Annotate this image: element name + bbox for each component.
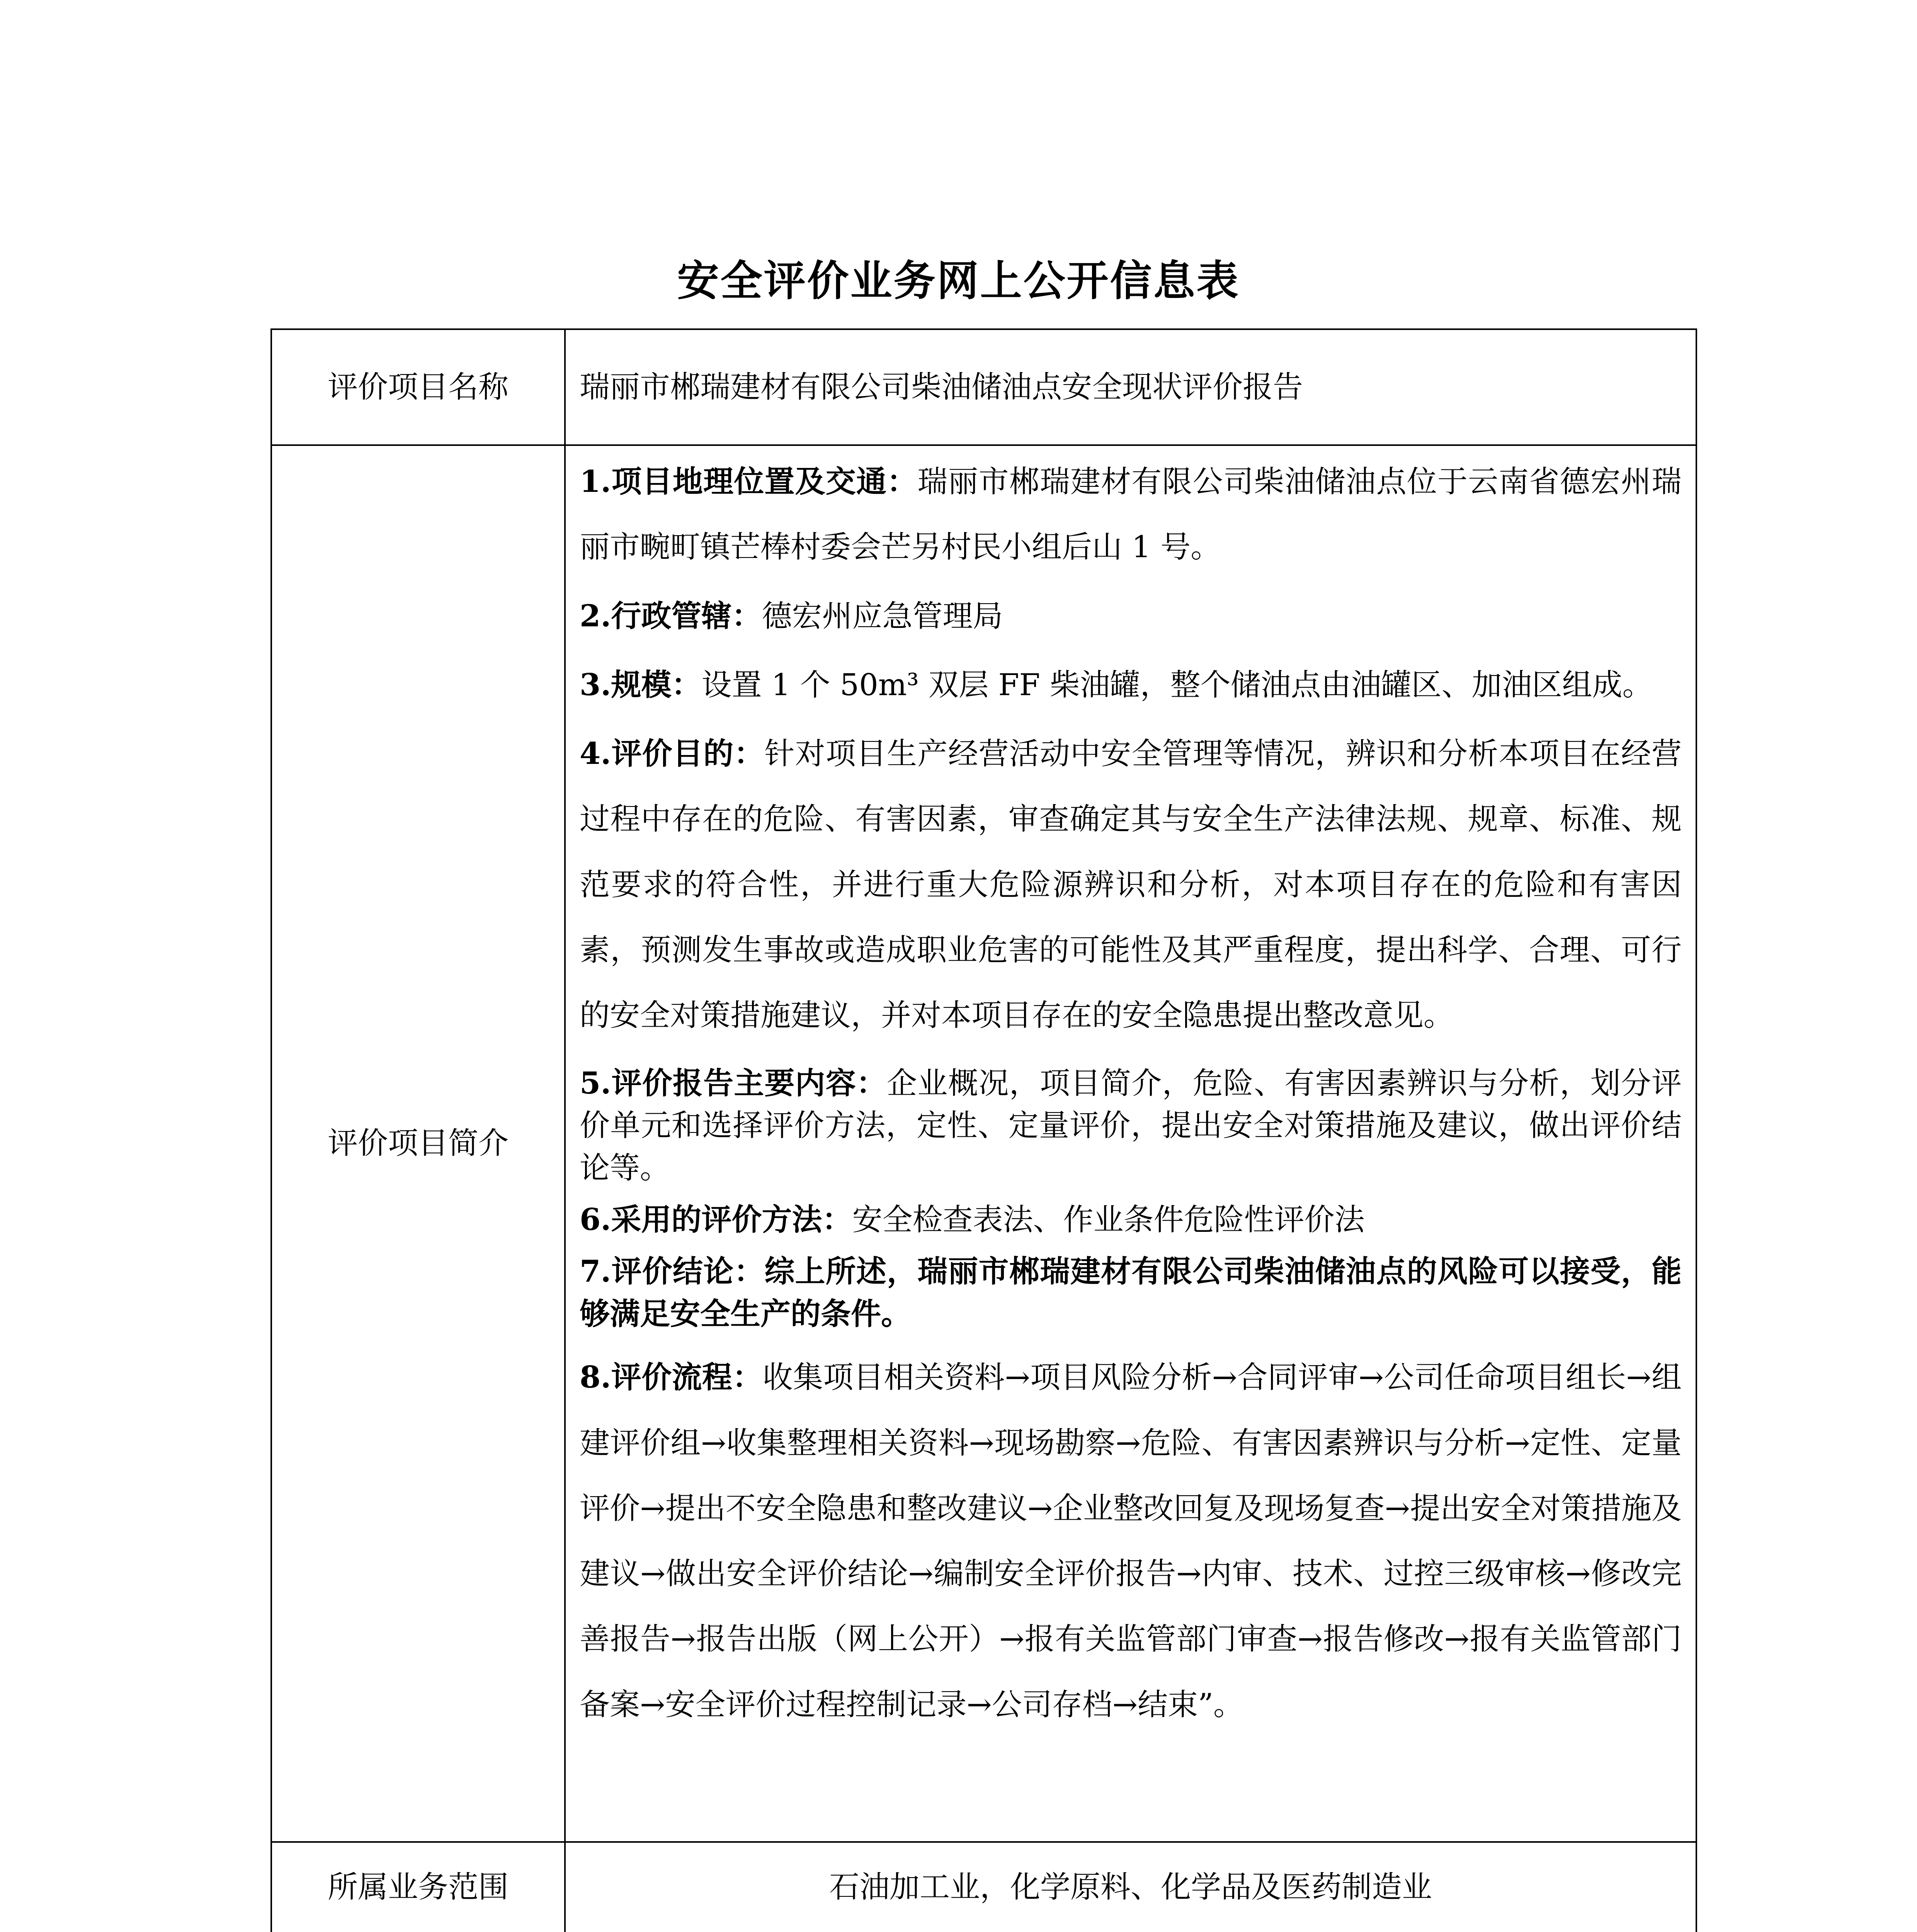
intro-label: 评价项目简介	[271, 445, 565, 1842]
intro-item-3-text: 设置 1 个 50m³ 双层 FF 柴油罐，整个储油点由油罐区、加油区组成。	[701, 667, 1653, 702]
intro-item-1	[580, 449, 1682, 580]
scope-value: 石油加工业，化学原料、化学品及医药制造业	[565, 1842, 1696, 1932]
intro-content	[565, 445, 1696, 1842]
intro-item-2	[580, 583, 1682, 649]
intro-item-2-label: 2.行政管辖：	[580, 598, 762, 634]
info-table	[270, 328, 1697, 1932]
intro-item-8	[580, 1345, 1682, 1738]
intro-item-2-text: 德宏州应急管理局	[762, 599, 1003, 634]
intro-item-1-label: 1.项目地理位置及交通：	[580, 464, 918, 499]
project-name-value: 瑞丽市郴瑞建材有限公司柴油储油点安全现状评价报告	[565, 329, 1696, 445]
intro-item-8-text: 收集项目相关资料→项目风险分析→合同评审→公司任命项目组长→组建评价组→收集整理相关资料→现场勘察→危险、有害因素辨识与分析→定性、定量评价→提出不安全隐患和整改建议→企业整改回复及现场复查→提出安全对策措施及建议→做出安全评价结论→编制安全评价报告→内审、技术、过控三级审核→修改完善报告→报告出版（网上公开）→报有关监管部门审查→报告修改→报有关监管部门备案→安全评价过程控制记录→公司存档→结束”。	[580, 1360, 1682, 1722]
row-project-name	[271, 329, 1696, 445]
scope-label: 所属业务范围	[271, 1842, 565, 1932]
intro-item-1-text: 瑞丽市郴瑞建材有限公司柴油储油点位于云南省德宏州瑞丽市畹町镇芒棒村委会芒另村民小组后山 1 号。	[580, 464, 1682, 565]
intro-item-6	[580, 1199, 1682, 1241]
intro-item-8-label: 8.评价流程：	[580, 1360, 763, 1395]
row-intro	[271, 445, 1696, 1842]
project-name-label: 评价项目名称	[271, 329, 565, 445]
intro-item-5	[580, 1062, 1682, 1189]
intro-item-5-label: 5.评价报告主要内容：	[580, 1066, 887, 1101]
intro-item-7-label: 7.评价结论：	[580, 1254, 765, 1289]
intro-item-4-label: 4.评价目的：	[580, 736, 765, 771]
intro-item-6-text: 安全检查表法、作业条件危险性评价法	[852, 1202, 1365, 1237]
intro-item-3	[580, 652, 1682, 718]
intro-item-6-label: 6.采用的评价方法：	[580, 1202, 852, 1237]
page-title: 安全评价业务网上公开信息表	[677, 257, 1240, 305]
intro-item-7	[580, 1250, 1682, 1335]
intro-item-4-text: 针对项目生产经营活动中安全管理等情况，辨识和分析本项目在经营过程中存在的危险、有害因素，审查确定其与安全生产法律法规、规章、标准、规范要求的符合性，并进行重大危险源辨识和分析，对本项目存在的危险和有害因素，预测发生事故或造成职业危害的可能性及其严重程度，提出科学、合理、可行的安全对策措施建议，并对本项目存在的安全隐患提出整改意见。	[580, 736, 1682, 1033]
intro-item-4	[580, 721, 1682, 1048]
intro-item-7-text: 综上所述，瑞丽市郴瑞建材有限公司柴油储油点的风险可以接受，能够满足安全生产的条件。	[580, 1254, 1682, 1332]
intro-item-5-text: 企业概况，项目简介，危险、有害因素辨识与分析，划分评价单元和选择评价方法，定性、定量评价，提出安全对策措施及建议，做出评价结论等。	[580, 1066, 1682, 1185]
row-scope	[271, 1842, 1696, 1932]
intro-item-3-label: 3.规模：	[580, 667, 702, 702]
